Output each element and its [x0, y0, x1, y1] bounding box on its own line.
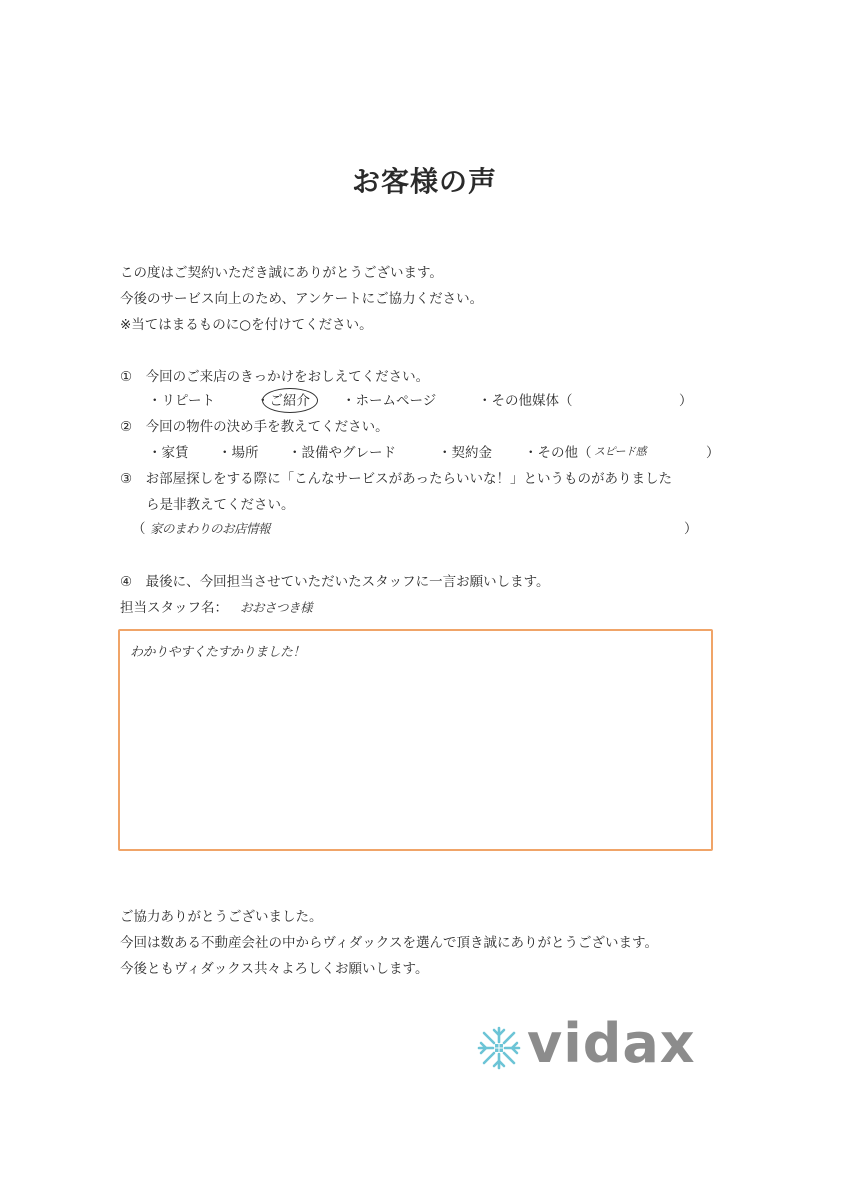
q3-close-paren: ） [684, 521, 698, 537]
q1-option-repeat[interactable]: ・リピート [148, 393, 215, 409]
q2-option-facilities[interactable]: ・設備やグレード [288, 445, 396, 461]
q2-other-answer: スピード感 [594, 445, 647, 458]
closing-line-3: 今後ともヴィダックス共々よろしくお願いします。 [120, 961, 429, 977]
q2-option-deposit[interactable]: ・契約金 [438, 445, 492, 461]
q4-question: ④ 最後に、今回担当させていただいたスタッフに一言お願いします。 [120, 574, 550, 590]
q1-option-referral[interactable]: ・ご紹介 [256, 393, 310, 409]
q2-option-rent[interactable]: ・家賃 [148, 445, 189, 461]
intro-line-3: ※当てはまるものに○を付けてください。 [120, 317, 373, 333]
closing-line-1: ご協力ありがとうございました。 [120, 909, 323, 925]
closing-line-2: 今回は数ある不動産会社の中からヴィダックスを選んで頂き誠にありがとうございます。 [120, 935, 658, 951]
q3-open-paren: （ [132, 521, 146, 537]
q2-option-other[interactable]: ・その他（ [524, 445, 592, 461]
staff-name-label: 担当スタッフ名： [120, 600, 228, 616]
staff-message: わかりやすくたすかりました！ [130, 645, 306, 660]
q2-close-paren: ） [706, 445, 720, 461]
vidax-logo [475, 1012, 705, 1078]
snowflake-icon [475, 1024, 523, 1072]
q3-answer: 家のまわりのお店情報 [150, 521, 271, 536]
intro-line-1: この度はご契約いただき誠にありがとうございます。 [120, 265, 443, 281]
q3-question-line-1: ③ お部屋探しをする際に「こんなサービスがあったらいいな！」というものがありました [120, 471, 672, 487]
q1-option-other[interactable]: ・その他媒体（ [478, 393, 573, 409]
q2-option-location[interactable]: ・場所 [218, 445, 259, 461]
q2-question: ② 今回の物件の決め手を教えてください。 [120, 419, 389, 435]
message-box [118, 629, 713, 851]
q1-option-homepage[interactable]: ・ホームページ [342, 393, 437, 409]
q1-close-paren: ） [679, 393, 693, 409]
intro-line-2: 今後のサービス向上のため、アンケートにご協力ください。 [120, 291, 484, 307]
logo-wordmark: vidax [527, 1012, 696, 1075]
selection-circle-mark [262, 388, 318, 413]
q3-question-line-2: ら是非教えてください。 [146, 497, 295, 513]
staff-name-value: おおさつき様 [240, 600, 313, 615]
q1-question: ① 今回のご来店のきっかけをおしえてください。 [120, 369, 430, 385]
page-title: お客様の声 [351, 165, 497, 198]
